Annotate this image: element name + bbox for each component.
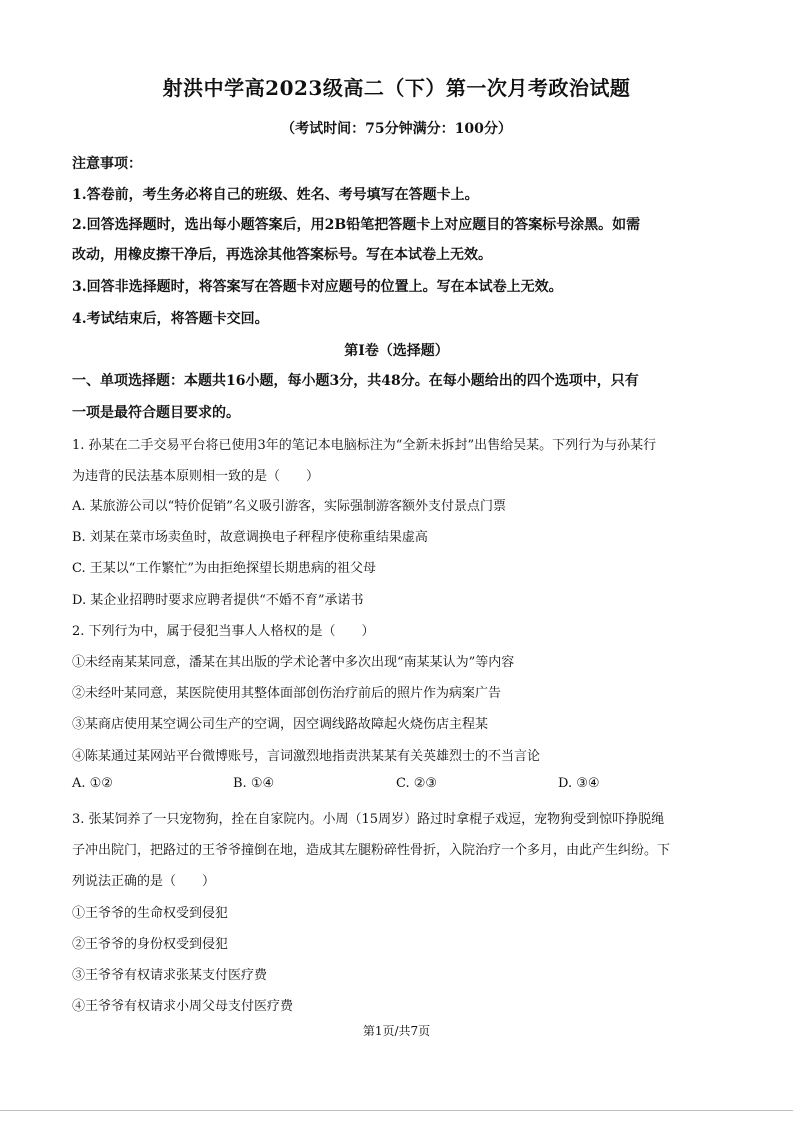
q2-option-b: B. ①④ xyxy=(233,776,275,791)
exam-title: 射洪中学高2023级高二（下）第一次月考政治试题 xyxy=(162,76,631,100)
q2-option-d: D. ③④ xyxy=(558,776,600,791)
notice-item-1: 1.答卷前，考生务必将自己的班级、姓名、考号填写在答题卡上。 xyxy=(72,187,479,203)
q3-statement-4: ④王爷爷有权请求小周父母支付医疗费 xyxy=(72,999,294,1014)
bottom-divider xyxy=(0,1110,793,1111)
notice-item-2: 2.回答选择题时，选出每小题答案后，用2B铅笔把答题卡上对应题目的答案标号涂黑。如需 xyxy=(72,217,641,233)
q2-stem: 2. 下列行为中，属于侵犯当事人人格权的是（ ） xyxy=(72,624,375,639)
section-instruction-line-1: 一、单项选择题：本题共16小题，每小题3分，共48分。在每小题给出的四个选项中，只有 xyxy=(72,373,639,389)
q3-stem-line-2: 子冲出院门，把路过的王爷爷撞倒在地，造成其左腿粉碎性骨折，入院治疗一个多月，由此产生纠纷。下 xyxy=(72,843,671,858)
notice-item-3: 3.回答非选择题时，将答案写在答题卡对应题号的位置上。写在本试卷上无效。 xyxy=(72,279,563,295)
q2-statement-3: ③某商店使用某空调公司生产的空调，因空调线路故障起火烧伤店主程某 xyxy=(72,717,489,732)
q1-stem-line-2: 为违背的民法基本原则相一致的是（ ） xyxy=(72,469,320,484)
q3-statement-1: ①王爷爷的生命权受到侵犯 xyxy=(72,906,229,921)
q1-option-d: D. 某企业招聘时要求应聘者提供“不婚不育”承诺书 xyxy=(72,593,364,608)
notice-item-2-cont: 改动，用橡皮擦干净后，再选涂其他答案标号。写在本试卷上无效。 xyxy=(72,247,492,263)
q1-option-b: B. 刘某在菜市场卖鱼时，故意调换电子秤程序使称重结果虚高 xyxy=(72,530,428,545)
q3-statement-2: ②王爷爷的身份权受到侵犯 xyxy=(72,937,229,952)
q1-option-c: C. 王某以“工作繁忙”为由拒绝探望长期患病的祖父母 xyxy=(72,561,377,576)
notice-heading: 注意事项： xyxy=(72,156,142,172)
q3-stem-line-3: 列说法正确的是（ ） xyxy=(72,874,216,889)
q3-statement-3: ③王爷爷有权请求张某支付医疗费 xyxy=(72,968,268,983)
q2-statement-4: ④陈某通过某网站平台微博账号，言词激烈地指责洪某某有关英雄烈士的不当言论 xyxy=(72,749,541,764)
notice-item-4: 4.考试结束后，将答题卡交回。 xyxy=(72,311,269,327)
q2-option-c: C. ②③ xyxy=(396,776,438,791)
q2-statement-2: ②未经叶某同意，某医院使用其整体面部创伤治疗前后的照片作为病案广告 xyxy=(72,686,502,701)
q1-stem-line-1: 1. 孙某在二手交易平台将已使用3年的笔记本电脑标注为“全新未拆封”出售给吴某。下列行为与孙某行 xyxy=(72,438,657,453)
q2-statement-1: ①未经南某某同意，潘某在其出版的学术论著中多次出现“南某某认为”等内容 xyxy=(72,655,515,670)
q3-stem-line-1: 3. 张某饲养了一只宠物狗，拴在自家院内。小周（15周岁）路过时拿棍子戏逗，宠物狗受到惊吓挣脱绳 xyxy=(72,812,665,827)
page-number: 第1页/共7页 xyxy=(362,1024,431,1038)
section-instruction-line-2: 一项是最符合题目要求的。 xyxy=(72,405,240,421)
exam-time-info: （考试时间：75分钟满分：100分） xyxy=(281,121,512,137)
q1-option-a: A. 某旅游公司以“特价促销”名义吸引游客，实际强制游客额外支付景点门票 xyxy=(72,499,506,514)
q2-option-a: A. ①② xyxy=(72,776,113,791)
section-title: 第I卷（选择题） xyxy=(344,343,449,359)
